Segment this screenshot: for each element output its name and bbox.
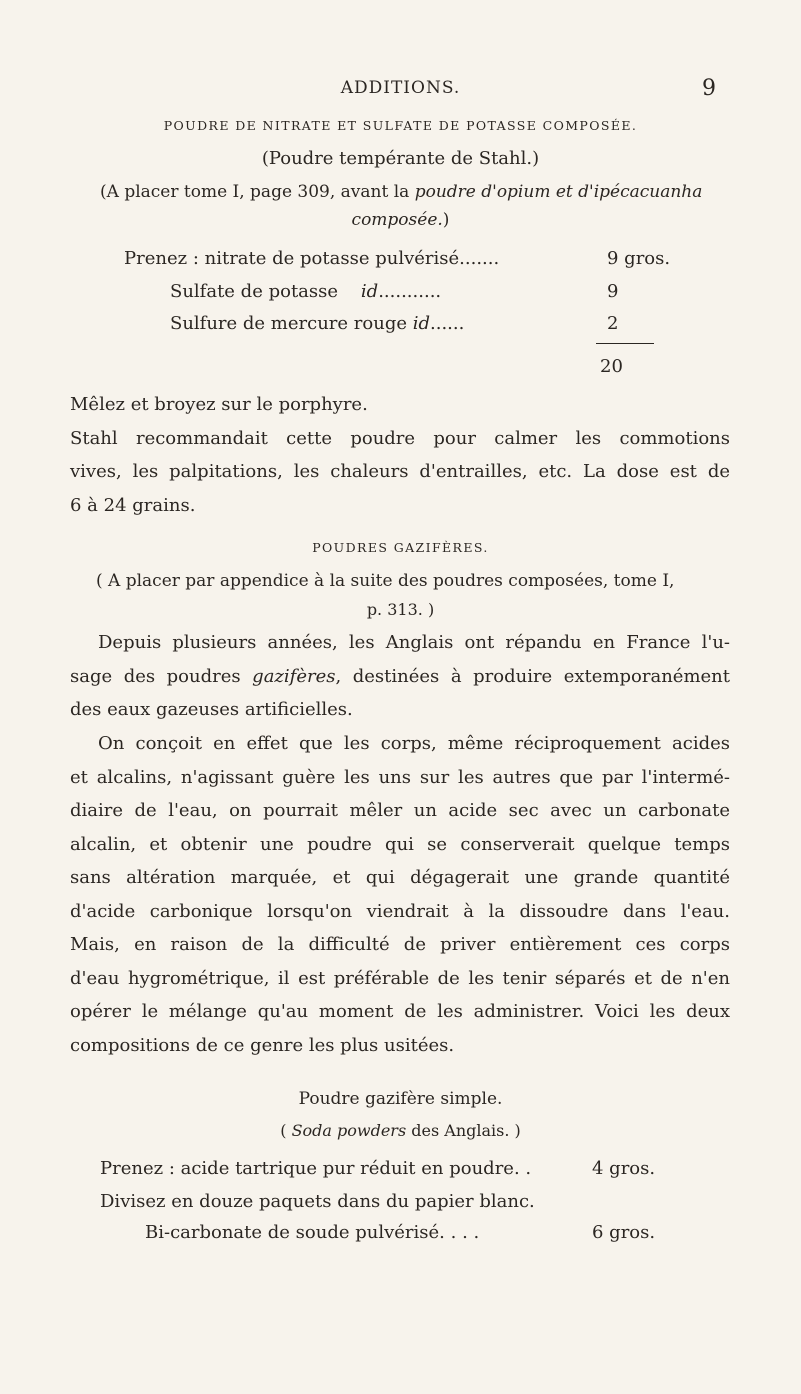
placement-note-line2: p. 313. ) (366, 600, 435, 619)
recipe-ingredient: Prenez : nitrate de potasse pulvérisé (124, 248, 460, 269)
recipe-quantity: 2 (607, 313, 619, 334)
text-line: diaire de l'eau, on pourrait mêler un acide sec avec un carbonate (70, 800, 730, 821)
running-header-title: ADDITIONS. (340, 78, 461, 98)
section-subheading-stahl: (Poudre tempérante de Stahl.) (261, 148, 540, 169)
section-subheading-soda (0, 1121, 801, 1140)
text-line: Mais, en raison de la difficulté de priver entièrement ces corps (70, 934, 730, 955)
recipe-id: id (360, 281, 379, 302)
note-italic: poudre d'opium et d'ipécacuanha (414, 182, 703, 202)
text-line: compositions de ce genre les plus usitées. (70, 1034, 455, 1056)
paragraph-stahl (70, 388, 730, 522)
recipe-dots: ........... (378, 281, 442, 302)
text-span: des Anglais. ) (406, 1121, 521, 1140)
text-italic: Soda powders (291, 1121, 407, 1140)
text-line: et alcalins, n'agissant guère les uns sur les autres que par l'intermé- (70, 766, 730, 788)
recipe-id: id (412, 313, 431, 334)
recipe-quantity: 4 gros. (592, 1158, 656, 1179)
paragraph-explanation (70, 727, 730, 1062)
text-line: des eaux gazeuses artificielles. (70, 699, 353, 720)
note-text: ) (442, 210, 450, 230)
recipe-quantity: 9 gros. (607, 248, 671, 269)
text-span: ( (280, 1121, 292, 1140)
recipe-ingredient: Sulfure de mercure rouge (170, 313, 407, 334)
text-italic: gazifères (252, 665, 336, 687)
recipe-line: Prenez : acide tartrique pur réduit en poudre. . (100, 1158, 532, 1179)
running-header (0, 78, 801, 98)
recipe-quantity: 9 (607, 281, 619, 302)
recipe-total: 20 (600, 356, 623, 377)
section-heading-nitrate: POUDRE DE NITRATE ET SULFATE DE POTASSE COMPOSÉE. (163, 118, 638, 133)
text-line (70, 660, 730, 694)
note-italic: composée. (351, 210, 443, 230)
placement-note-line2 (0, 210, 801, 230)
recipe-dots: ....... (459, 248, 500, 269)
text-line: Depuis plusieurs années, les Anglais ont répandu en France l'u- (98, 632, 730, 653)
text-line: 6 à 24 grains. (70, 494, 196, 516)
text-line: opérer le mélange qu'au moment de les administrer. Voici les deux (70, 1001, 730, 1022)
placement-note-line1: ( A placer par appendice à la suite des poudres composées, tome I, (96, 571, 675, 591)
recipe-quantity: 6 gros. (592, 1222, 656, 1243)
recipe-line: Divisez en douze paquets dans du papier blanc. (100, 1191, 535, 1212)
section-heading-simple: Poudre gazifère simple. (298, 1089, 503, 1109)
text-span: , destinées à produire extemporanément (335, 665, 730, 687)
text-line: d'eau hygrométrique, il est préférable de les tenir séparés et de n'en (70, 967, 730, 989)
text-line: sans altération marquée, et qui dégagerait une grande quantité (70, 867, 730, 888)
sum-rule (596, 343, 654, 344)
recipe-ingredient: Sulfate de potasse (170, 281, 339, 302)
recipe-line (170, 281, 441, 302)
recipe-line (170, 313, 464, 334)
text-span: sage des poudres (70, 665, 253, 687)
section-heading-gazifere: POUDRES GAZIFÈRES. (312, 540, 489, 555)
page-number: 9 (702, 76, 716, 101)
recipe-dots: ...... (430, 313, 465, 334)
text-line: vives, les palpitations, les chaleurs d'entrailles, etc. La dose est de (70, 461, 730, 482)
note-text: (A placer tome I, page 309, avant la (100, 182, 415, 202)
recipe-line (124, 248, 499, 269)
text-line: On conçoit en effet que les corps, même réciproquement acides (98, 733, 730, 754)
paragraph-anglais (70, 626, 730, 727)
placement-note-line1 (100, 182, 702, 202)
text-line: Mêlez et broyez sur le porphyre. (70, 394, 368, 415)
text-line: alcalin, et obtenir une poudre qui se conserverait quelque temps (70, 833, 730, 855)
recipe-line: Bi-carbonate de soude pulvérisé. . . . (145, 1222, 480, 1243)
text-line: d'acide carbonique lorsqu'on viendrait à la dissoudre dans l'eau. (70, 900, 730, 922)
text-line: Stahl recommandait cette poudre pour calmer les commotions (70, 427, 730, 449)
